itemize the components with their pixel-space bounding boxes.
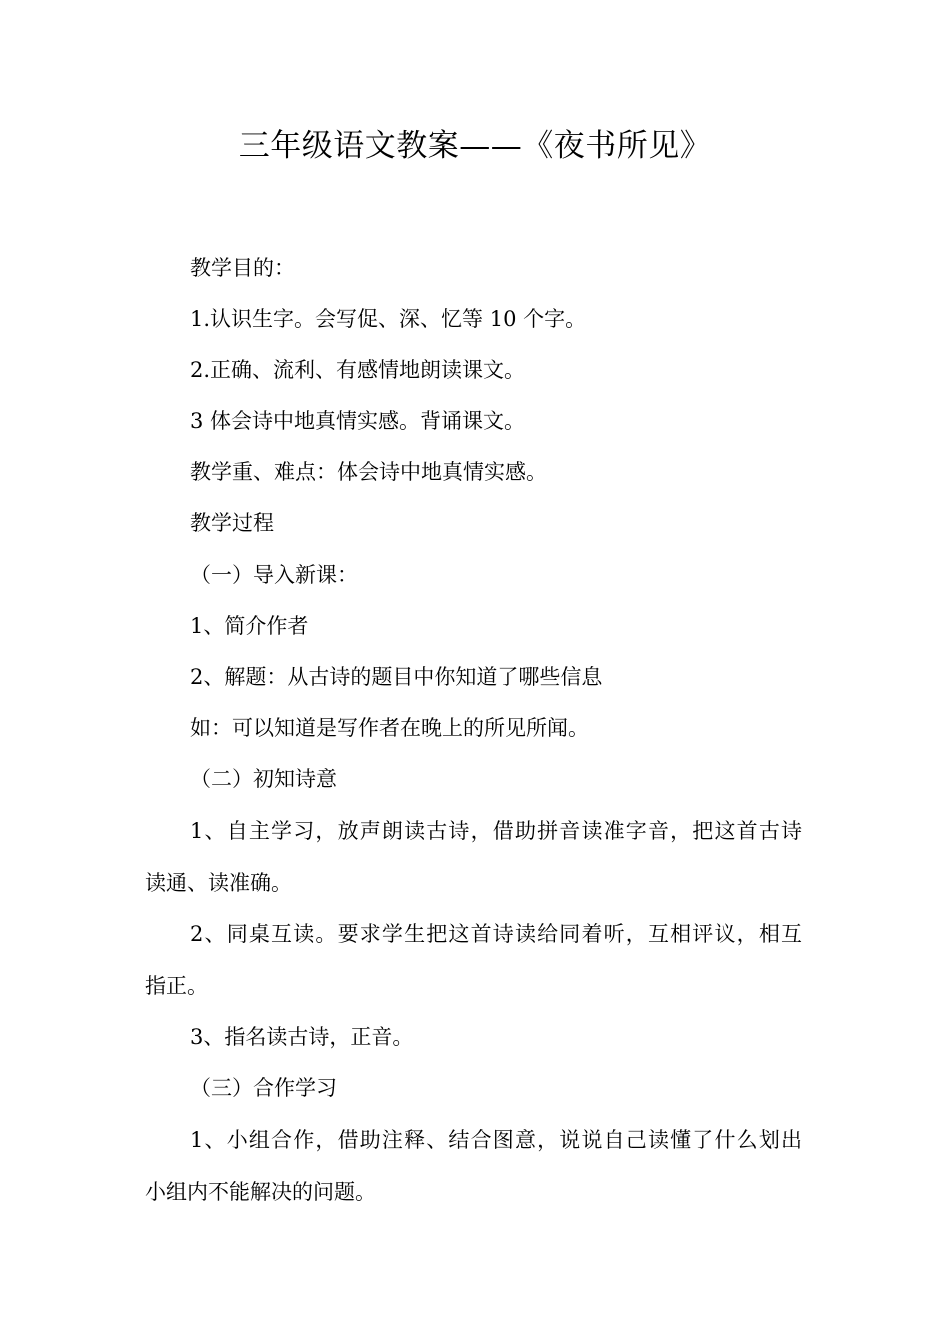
paragraph-line: 1、简介作者 [190, 614, 309, 638]
paragraph-line: 读通、读准确。 [145, 871, 292, 895]
paragraph-line: 2.正确、流利、有感情地朗读课文。 [190, 358, 526, 382]
section-heading: （三）合作学习 [190, 1076, 337, 1100]
paragraph-line: 如：可以知道是写作者在晚上的所见所闻。 [190, 716, 589, 740]
section-heading: 教学过程 [190, 511, 274, 535]
paragraph-line: 2、解题：从古诗的题目中你知道了哪些信息 [190, 665, 603, 689]
document-title: 三年级语文教案——《夜书所见》 [238, 128, 712, 164]
paragraph-line: 1、自主学习，放声朗读古诗，借助拼音读准字音，把这首古诗 [190, 819, 802, 843]
section-heading: （一）导入新课： [190, 563, 358, 587]
paragraph-line: 指正。 [145, 974, 208, 998]
paragraph-line: 2、同桌互读。要求学生把这首诗读给同着听，互相评议，相互 [190, 922, 802, 946]
paragraph-line: 教学重、难点：体会诗中地真情实感。 [190, 460, 547, 484]
paragraph-line: 3 体会诗中地真情实感。背诵课文。 [190, 409, 526, 433]
paragraph-line: 1.认识生字。会写促、深、忆等 10 个字。 [190, 307, 587, 331]
paragraph-line: 1、小组合作，借助注释、结合图意，说说自己读懂了什么划出 [190, 1128, 802, 1152]
paragraph-line: 3、指名读古诗，正音。 [190, 1025, 414, 1049]
paragraph-line: 教学目的： [190, 256, 295, 280]
section-heading: （二）初知诗意 [190, 767, 337, 791]
paragraph-line: 小组内不能解决的问题。 [145, 1180, 376, 1204]
